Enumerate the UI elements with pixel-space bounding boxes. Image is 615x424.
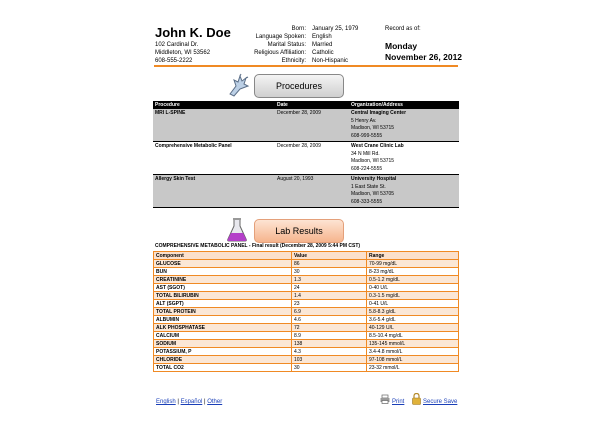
procedure-date: December 28, 2009 xyxy=(275,142,349,175)
lab-range: 3.4-4.8 mmol/L xyxy=(367,348,459,356)
lab-value: 103 xyxy=(292,356,367,364)
organization-column-header: Organization/Address xyxy=(349,101,459,109)
procedure-organization xyxy=(349,175,459,208)
lab-range: 3.6-5.4 g/dL xyxy=(367,316,459,324)
organization-address-line: Madison, WI 53705 xyxy=(351,191,395,197)
procedure-row xyxy=(153,175,459,208)
secure-save-link[interactable]: Secure Save xyxy=(423,399,458,405)
organization-address-line: Madison, WI 53715 xyxy=(351,125,395,131)
lab-result-row xyxy=(154,268,459,276)
procedure-organization xyxy=(349,109,459,142)
lab-range: 0.3-1.5 mg/dL xyxy=(367,292,459,300)
patient-address-line2: Middleton, WI 53562 xyxy=(155,50,211,56)
lab-result-row xyxy=(154,332,459,340)
printer-icon[interactable] xyxy=(380,394,390,404)
organization-address-line: 608-999-5555 xyxy=(351,132,383,139)
lab-value: 24 xyxy=(292,284,367,292)
demographic-label: Marital Status: xyxy=(267,42,306,48)
organization-address-line: Madison, WI 53715 xyxy=(351,158,395,164)
lab-result-row xyxy=(154,324,459,332)
demographic-label: Born: xyxy=(291,26,306,32)
demographic-label: Language Spoken: xyxy=(255,34,306,40)
procedures-button[interactable]: Procedures xyxy=(254,74,344,98)
organization-name: West Crane Clinic Lab xyxy=(351,143,404,149)
lab-result-row xyxy=(154,276,459,284)
lab-results-table xyxy=(153,251,459,372)
procedures-table xyxy=(153,101,459,208)
procedure-name: Allergy Skin Test xyxy=(153,175,275,208)
lab-range: 0-40 U/L xyxy=(367,284,459,292)
lab-result-row xyxy=(154,364,459,372)
lab-component: SODIUM xyxy=(154,340,292,348)
procedure-date: August 20, 1993 xyxy=(275,175,349,208)
header-divider xyxy=(154,65,458,67)
patient-name: John K. Doe xyxy=(155,25,231,40)
lab-header-row xyxy=(154,252,459,260)
lab-value: 1.4 xyxy=(292,292,367,300)
lab-result-row xyxy=(154,316,459,324)
lab-range: 70-99 mg/dL xyxy=(367,260,459,268)
lab-component: TOTAL BILIRUBIN xyxy=(154,292,292,300)
lab-range: 135-145 mmol/L xyxy=(367,340,459,348)
lab-range: 0-41 U/L xyxy=(367,300,459,308)
lab-result-row xyxy=(154,340,459,348)
demographic-value: January 25, 1979 xyxy=(312,26,359,32)
lab-result-row xyxy=(154,260,459,268)
lab-results-button[interactable]: Lab Results xyxy=(254,219,344,243)
procedure-name: Comprehensive Metabolic Panel xyxy=(153,142,275,175)
procedure-row xyxy=(153,142,459,175)
lab-value: 8.9 xyxy=(292,332,367,340)
lab-component: ALT (SGPT) xyxy=(154,300,292,308)
demographic-value: English xyxy=(312,34,332,40)
lab-value: 4.6 xyxy=(292,316,367,324)
lab-value: 23 xyxy=(292,300,367,308)
demographic-label: Religious Affiliation: xyxy=(254,50,306,56)
lab-value: 86 xyxy=(292,260,367,268)
hand-icon xyxy=(226,72,252,98)
demographic-value: Catholic xyxy=(312,50,334,56)
lab-range: 5.8-8.3 g/dL xyxy=(367,308,459,316)
procedure-name: MRI L-SPINE xyxy=(153,109,275,142)
lab-result-row xyxy=(154,308,459,316)
lab-result-row xyxy=(154,356,459,364)
lab-result-row xyxy=(154,348,459,356)
lab-result-row xyxy=(154,292,459,300)
procedure-column-header: Procedure xyxy=(153,101,275,109)
procedure-date: December 28, 2009 xyxy=(275,109,349,142)
procedure-row xyxy=(153,109,459,142)
lab-component: ALBUMIN xyxy=(154,316,292,324)
lab-value: 6.9 xyxy=(292,308,367,316)
organization-address-line: 1 East State St. xyxy=(351,183,386,190)
procedure-organization xyxy=(349,142,459,175)
language-links: English | Español | Other xyxy=(156,399,223,405)
patient-address-line1: 102 Cardinal Dr. xyxy=(155,42,199,48)
lab-range: 8-23 mg/dL xyxy=(367,268,459,276)
flask-icon xyxy=(226,217,248,243)
lab-range: 8.5-10.4 mg/dL xyxy=(367,332,459,340)
lab-caption: COMPREHENSIVE METABOLIC PANEL - Final result (December 28, 2009 5:44 PM CST) xyxy=(155,243,361,249)
value-column-header: Value xyxy=(292,252,367,260)
record-date: November 26, 2012 xyxy=(385,52,463,62)
lab-value: 30 xyxy=(292,364,367,372)
patient-phone: 608-555-2222 xyxy=(155,58,193,64)
lab-value: 138 xyxy=(292,340,367,348)
organization-address-line: 5 Henry Av. xyxy=(351,117,377,124)
lab-value: 1.3 xyxy=(292,276,367,284)
demographic-label: Ethnicity: xyxy=(281,58,306,64)
lab-component: GLUCOSE xyxy=(154,260,292,268)
lab-component: TOTAL CO2 xyxy=(154,364,292,372)
organization-name: Central Imaging Center xyxy=(351,110,407,116)
lab-range: 0.5-1.2 mg/dL xyxy=(367,276,459,284)
lab-range: 97-108 mmol/L xyxy=(367,356,459,364)
english-link[interactable]: English xyxy=(156,399,176,405)
procedures-header-row xyxy=(153,101,459,109)
espanol-link[interactable]: Español xyxy=(180,399,203,405)
lab-result-row xyxy=(154,284,459,292)
lab-component: CHLORIDE xyxy=(154,356,292,364)
organization-name: University Hospital xyxy=(351,176,397,182)
lab-component: CALCIUM xyxy=(154,332,292,340)
date-column-header: Date xyxy=(275,101,349,109)
lab-component: CREATININE xyxy=(154,276,292,284)
record-as-of-label: Record as of: xyxy=(385,26,421,32)
record-day: Monday xyxy=(385,41,418,51)
lab-range: 23-32 mmol/L xyxy=(367,364,459,372)
lock-icon[interactable] xyxy=(412,393,421,405)
lab-component: AST (SGOT) xyxy=(154,284,292,292)
demographic-value: Non-Hispanic xyxy=(312,58,349,64)
organization-address-line: 608-224-5555 xyxy=(351,165,383,172)
lab-component: POTASSIUM, P xyxy=(154,348,292,356)
other-link[interactable]: Other xyxy=(207,399,223,405)
lab-range: 40-129 U/L xyxy=(367,324,459,332)
component-column-header: Component xyxy=(154,252,292,260)
lab-component: BUN xyxy=(154,268,292,276)
lab-component: ALK PHOSPHATASE xyxy=(154,324,292,332)
lab-result-row xyxy=(154,300,459,308)
range-column-header: Range xyxy=(367,252,459,260)
organization-address-line: 34 N Mill Rd. xyxy=(351,150,380,157)
lab-component: TOTAL PROTEIN xyxy=(154,308,292,316)
lab-value: 4.3 xyxy=(292,348,367,356)
demographic-value: Married xyxy=(312,42,333,48)
organization-address-line: 608-333-5555 xyxy=(351,198,383,205)
lab-value: 30 xyxy=(292,268,367,276)
lab-value: 72 xyxy=(292,324,367,332)
print-link[interactable]: Print xyxy=(392,399,405,405)
